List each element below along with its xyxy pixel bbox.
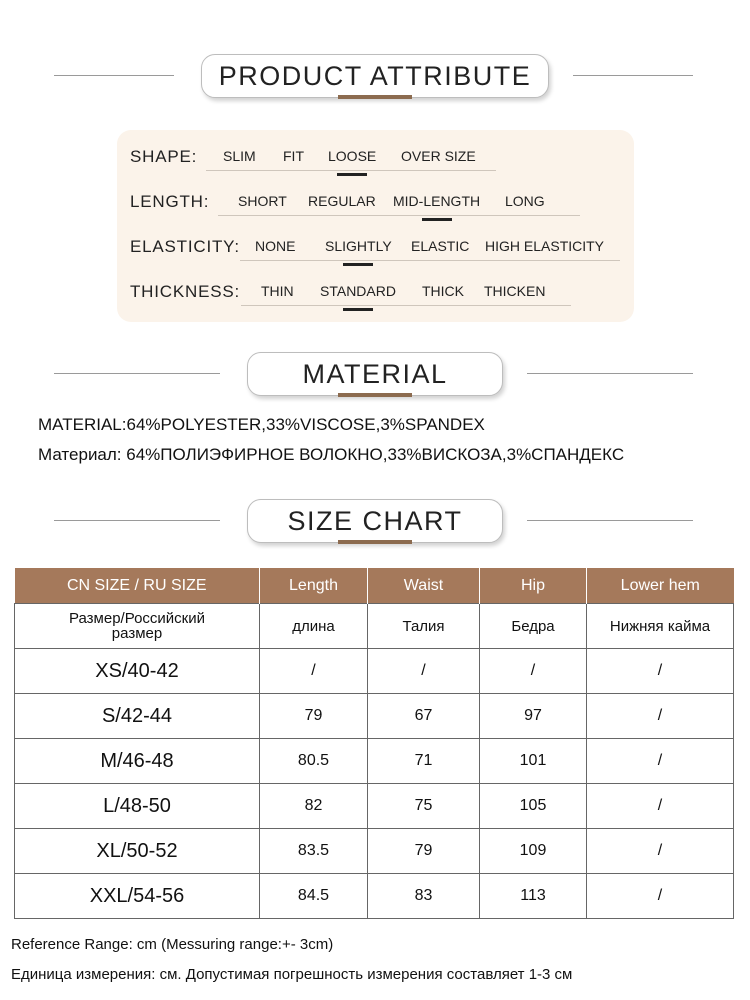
table-ru-header-row (15, 604, 734, 649)
table-cell: / (587, 829, 734, 874)
table-cell: XS/40-42 (15, 649, 260, 694)
table-cell: / (587, 739, 734, 784)
attribute-option: THICK (422, 283, 464, 299)
reference-range-note: Reference Range: cm (Messuring range:+- 3cm) (11, 936, 334, 953)
table-ru-header-cell: Нижняя кайма (587, 604, 734, 649)
material-en-label: MATERIAL: (38, 415, 127, 434)
divider-left (54, 75, 174, 76)
table-row (15, 739, 734, 784)
table-cell: 97 (480, 694, 587, 739)
table-cell: / (480, 649, 587, 694)
attribute-label: ELASTICITY: (130, 237, 240, 256)
table-cell: M/46-48 (15, 739, 260, 784)
divider-right (527, 520, 693, 521)
table-row (15, 829, 734, 874)
table-cell: / (368, 649, 480, 694)
table-cell: XXL/54-56 (15, 874, 260, 919)
attribute-section-title (201, 54, 549, 98)
attribute-row-underline (206, 170, 496, 171)
size-chart-title-text: SIZE CHART (287, 505, 463, 536)
attribute-option: REGULAR (308, 193, 376, 209)
attribute-title-text: PRODUCT ATTRIBUTE (218, 60, 532, 91)
table-cell: 83.5 (260, 829, 368, 874)
table-cell: 101 (480, 739, 587, 784)
size-table (14, 568, 734, 919)
divider-right (527, 373, 693, 374)
divider-left (54, 373, 220, 374)
table-cell: 71 (368, 739, 480, 784)
table-cell: / (587, 649, 734, 694)
attribute-row-elasticity (130, 231, 624, 261)
attribute-row-underline (241, 305, 571, 306)
table-cell: / (587, 784, 734, 829)
attribute-option: NONE (255, 238, 296, 254)
table-header-row (15, 568, 734, 604)
attribute-option-selected: LOOSE (328, 148, 377, 164)
attribute-option: LONG (505, 193, 545, 209)
table-row (15, 874, 734, 919)
table-ru-header-cell: Бедра (480, 604, 587, 649)
table-cell: L/48-50 (15, 784, 260, 829)
attribute-label: THICKNESS: (130, 282, 241, 301)
attribute-row-underline (240, 260, 620, 261)
table-header-cell: Hip (480, 568, 587, 604)
title-accent-bar (338, 393, 412, 397)
attribute-label: LENGTH: (130, 192, 210, 211)
attribute-row-underline (218, 215, 580, 216)
table-header-cell: Waist (368, 568, 480, 604)
material-ru-label: Материал: (38, 445, 122, 464)
table-cell: 82 (260, 784, 368, 829)
table-cell: S/42-44 (15, 694, 260, 739)
table-row (15, 784, 734, 829)
attribute-option-selected: MID-LENGTH (393, 193, 481, 209)
attribute-option: THIN (261, 283, 294, 299)
table-row (15, 649, 734, 694)
attribute-row-thickness (130, 276, 624, 306)
material-ru (38, 445, 624, 465)
attribute-option: ELASTIC (411, 238, 470, 254)
table-row (15, 694, 734, 739)
measurement-note-ru: Единица измерения: см. Допустимая погрешность измерения составляет 1-3 см (11, 966, 573, 983)
table-cell: 80.5 (260, 739, 368, 784)
size-chart-section-title (247, 499, 503, 543)
attribute-panel (117, 130, 634, 322)
material-ru-value: 64%ПОЛИЭФИРНОЕ ВОЛОКНО,33%ВИСКОЗА,3%СПАНДЕКС (126, 445, 625, 464)
attribute-option: SHORT (238, 193, 287, 209)
divider-left (54, 520, 220, 521)
attribute-option-selected: SLIGHTLY (325, 238, 392, 254)
table-cell: 67 (368, 694, 480, 739)
divider-right (573, 75, 693, 76)
attribute-option: SLIM (223, 148, 256, 164)
material-en (38, 415, 485, 435)
table-header-cell: Lower hem (587, 568, 734, 604)
attribute-row-length (130, 186, 624, 216)
attribute-label: SHAPE: (130, 147, 198, 166)
table-cell: XL/50-52 (15, 829, 260, 874)
table-cell: 84.5 (260, 874, 368, 919)
attribute-option: THICKEN (484, 283, 546, 299)
table-ru-header-cell: длина (260, 604, 368, 649)
table-cell: 75 (368, 784, 480, 829)
attribute-row-shape (130, 141, 624, 171)
table-header-cell: CN SIZE / RU SIZE (15, 568, 260, 604)
table-cell: 113 (480, 874, 587, 919)
attribute-option-selected: STANDARD (320, 283, 396, 299)
table-cell: / (260, 649, 368, 694)
table-cell: 79 (368, 829, 480, 874)
material-en-value: 64%POLYESTER,33%VISCOSE,3%SPANDEX (126, 415, 485, 434)
attribute-option: HIGH ELASTICITY (485, 238, 605, 254)
table-cell: 83 (368, 874, 480, 919)
table-cell: / (587, 874, 734, 919)
table-cell: 105 (480, 784, 587, 829)
material-section-title (247, 352, 503, 396)
title-accent-bar (338, 540, 412, 544)
table-cell: 109 (480, 829, 587, 874)
title-accent-bar (338, 95, 412, 99)
attribute-option: OVER SIZE (401, 148, 476, 164)
table-cell: 79 (260, 694, 368, 739)
attribute-option: FIT (283, 148, 304, 164)
table-ru-header-cell: Размер/Российский размер (15, 604, 260, 649)
table-ru-header-cell: Талия (368, 604, 480, 649)
table-header-cell: Length (260, 568, 368, 604)
material-title-text: MATERIAL (302, 358, 448, 389)
table-cell: / (587, 694, 734, 739)
